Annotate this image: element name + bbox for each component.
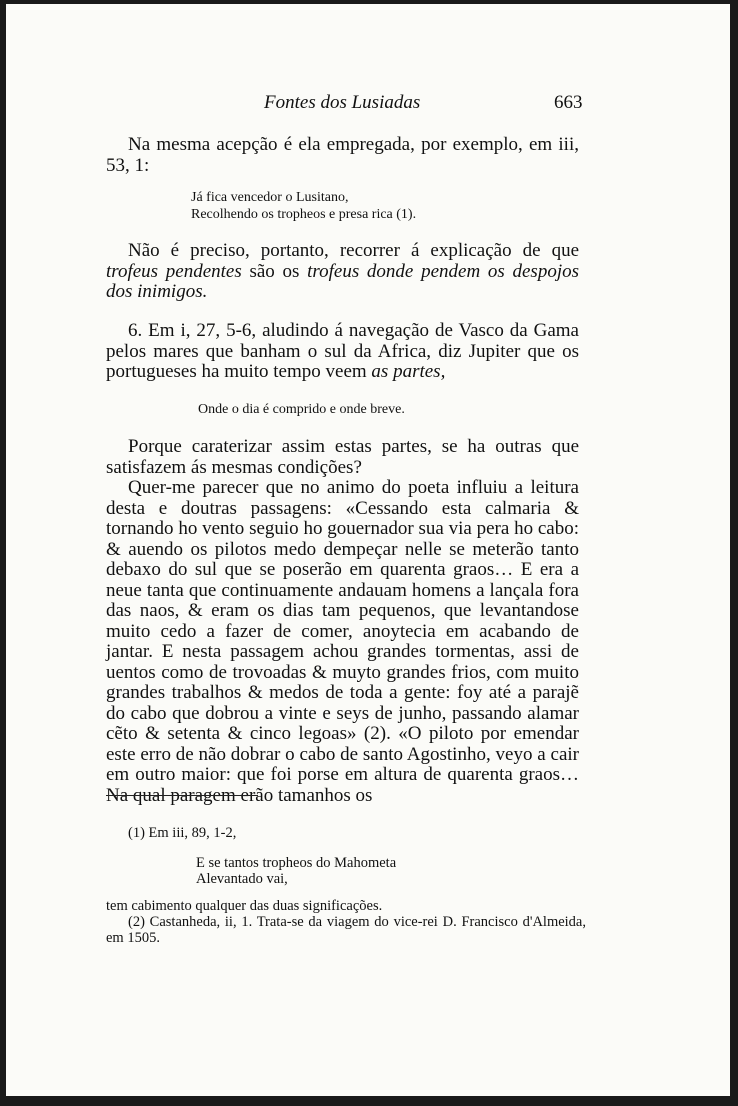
italic-term: trofeus donde pendem os despojos dos inimigos. [106, 260, 579, 302]
footnote-divider [106, 795, 258, 796]
paragraph-text [106, 241, 579, 303]
verse-quote-1 [191, 189, 416, 223]
verse-quote-2 [198, 401, 405, 418]
verse-line: Recolhendo os tropheos e presa rica (1). [191, 207, 417, 222]
italic-term: trofeus pendentes [106, 260, 242, 282]
paragraph-trofeus [106, 241, 579, 303]
verse-line: Já fica vencedor o Lusitano, [191, 190, 349, 205]
running-title: Fontes dos Lusiadas [264, 92, 421, 113]
footnote-1-lead [106, 825, 579, 841]
italic-term: as partes, [371, 361, 446, 382]
verse-line: Onde o dia é comprido e onde breve. [198, 402, 405, 417]
book-page [6, 4, 730, 1096]
paragraph-text: Porque caraterizar assim estas partes, se ha outras que satisfazem ás mesmas condições? [106, 436, 579, 478]
verse-line: E se tantos tropheos do Mahometa [196, 855, 397, 871]
text-run: Não é preciso, portanto, recorrer á explicação de que [128, 240, 579, 261]
verse-line: Alevantado vai, [196, 871, 288, 887]
paragraph-vasco-da-gama [106, 321, 579, 383]
paragraph-text: Na mesma acepção é ela empregada, por exemplo, em iii, 53, 1: [106, 134, 579, 176]
paragraph-acepcao [106, 135, 579, 176]
text-run: são os [249, 260, 300, 282]
footnote-text: tem cabimento qualquer das duas significações. [106, 898, 383, 914]
footnote-1-verse [196, 855, 396, 887]
text-run: 6. Em i, 27, 5-6, aludindo á navegação de Vasco da Gama pelos mares que banham o sul da Africa, diz Jupiter que os portugueses ha muito tempo veem [106, 320, 579, 382]
footnote-2: (2) Castanheda, ii, 1. Trata-se da viagem do vice-rei D. Francisco d'Almeida, em 1505. [106, 914, 586, 946]
paragraph-partes [106, 437, 579, 806]
paragraph-text [106, 321, 579, 383]
paragraph-text: Quer-me parecer que no animo do poeta influiu a leitura desta e doutras passagens: «Cessando esta calmaria & tornando ho vento seguio ho gouernador sua via pera ho cabo: & auendo os pilotos medo dempeçar nelle se meterão tanto debaxo do sul que se poserão em quarenta graos… E era a neue tanta que continuamente andauam homens a lançala fora das naos, & eram os dias tam pequenos, que levantandose muito cedo a fazer de comer, anoytecia em acabando de jantar. E nesta passagem achou grandes tormentas, assi de uentos como de trovoadas & muyto grandes frios, com muito grandes trabalhos & medos de toda a gente: foy até a parajẽ do cabo que dobrou a vinte e seys de junho, passando alamar cẽto & setenta & cinco legoas» (2). «O piloto por emendar este erro de não dobrar o cabo de santo Agostinho, veyo a cair em outro maior: que foi porse em altura de quarenta graos… Na qual paragem erão tamanhos os [106, 477, 579, 806]
footnotes-tail [106, 898, 586, 946]
footnote-text: (1) Em iii, 89, 1-2, [128, 825, 237, 841]
page-number: 663 [554, 92, 583, 113]
